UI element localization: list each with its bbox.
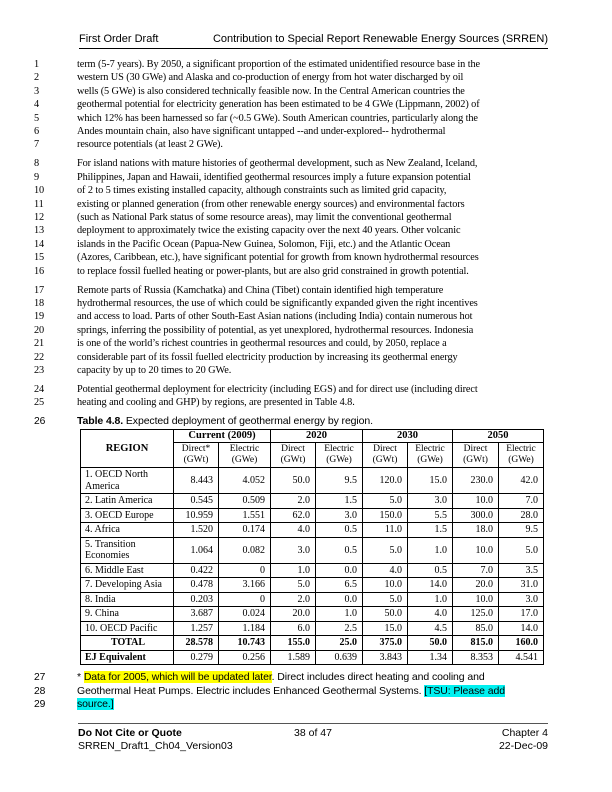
line-text: deployment to approximately twice the existing capacity over the next 40 years. Other volcanic — [77, 225, 461, 237]
table-header-year: Current (2009) — [174, 430, 271, 443]
value-cell: 1.0 — [408, 537, 453, 563]
value-cell: 1.5 — [408, 523, 453, 538]
line-number: 14 — [34, 238, 45, 250]
measure-unit: (GWt) — [183, 454, 209, 465]
header-draft-status: First Order Draft — [79, 33, 159, 45]
table-row — [81, 563, 544, 578]
region-cell: 10. OECD Pacific — [81, 621, 174, 636]
line-text: hydrothermal resources, the use of which could be significantly expanded given the right incentives — [77, 297, 478, 309]
footnote-segment: * — [77, 671, 84, 684]
table-header-measure — [174, 443, 219, 468]
table-row — [81, 592, 544, 607]
line-text: islands in the Pacific Ocean (Papua-New Guinea, Solomon, Fiji, etc.) and the Atlantic Ocean — [77, 238, 451, 250]
value-cell: 20.0 — [271, 607, 316, 622]
table-row — [81, 523, 544, 538]
text-line — [34, 85, 582, 98]
line-number: 21 — [34, 338, 45, 350]
line-number: 1 — [34, 59, 40, 70]
value-cell: 9.5 — [499, 523, 544, 538]
value-cell: 1.551 — [219, 508, 271, 523]
value-cell: 8.353 — [453, 650, 499, 665]
measure-label: Direct — [373, 444, 397, 455]
line-number: 29 — [34, 699, 46, 711]
footer-row-1 — [78, 727, 548, 740]
value-cell: 0.639 — [316, 650, 363, 665]
value-cell: 0.0 — [316, 563, 363, 578]
value-cell: 0.509 — [219, 494, 271, 509]
region-cell: 3. OECD Europe — [81, 508, 174, 523]
value-cell: 50.0 — [363, 607, 408, 622]
value-cell: 1.184 — [219, 621, 271, 636]
value-cell: 0.082 — [219, 537, 271, 563]
line-number: 22 — [34, 351, 45, 363]
value-cell: 3.0 — [408, 494, 453, 509]
table-header-measure — [408, 443, 453, 468]
value-cell: 0.5 — [316, 537, 363, 563]
value-cell: 20.0 — [453, 578, 499, 593]
footnote-highlighted-segment: source.] — [77, 698, 114, 711]
page-content — [34, 58, 582, 711]
value-cell: 50.0 — [408, 636, 453, 651]
table-header-measure — [363, 443, 408, 468]
line-number: 17 — [34, 284, 45, 296]
line-text: and access to load. Parts of other South-East Asian nations (including India) contain numerous hot — [77, 311, 473, 323]
line-text: (such as National Park status of some resource areas), may limit the conventional geothermal — [77, 211, 452, 223]
table-header-measure — [316, 443, 363, 468]
value-cell: 2.0 — [271, 592, 316, 607]
value-cell: 5.0 — [363, 537, 408, 563]
value-cell: 125.0 — [453, 607, 499, 622]
value-cell: 375.0 — [363, 636, 408, 651]
value-cell: 14.0 — [499, 621, 544, 636]
value-cell: 5.0 — [363, 494, 408, 509]
footnote-line — [34, 671, 582, 684]
line-text: is one of the world’s richest countries in geothermal resources and could, by 2050, replace a — [77, 338, 447, 350]
table-row — [81, 537, 544, 563]
line-number: 26 — [34, 416, 46, 428]
text-line — [34, 238, 582, 251]
footer-date: 22-Dec-09 — [498, 740, 548, 752]
value-cell: 6.0 — [271, 621, 316, 636]
measure-unit: (GWe) — [231, 454, 258, 465]
table-caption — [77, 415, 373, 428]
table-row — [81, 578, 544, 593]
value-cell: 4.5 — [408, 621, 453, 636]
table-row — [81, 607, 544, 622]
table-header-year: 2050 — [453, 430, 544, 443]
measure-unit: (GWe) — [326, 454, 352, 465]
value-cell: 4.0 — [363, 563, 408, 578]
value-cell: 14.0 — [408, 578, 453, 593]
line-number: 6 — [34, 126, 40, 138]
value-cell: 0.545 — [174, 494, 219, 509]
footnote-text — [77, 671, 485, 684]
line-text: Andes mountain chain, also have significant untapped --and under-explored-- hydrothermal — [77, 126, 446, 138]
value-cell: 0.279 — [174, 650, 219, 665]
line-number: 7 — [34, 139, 40, 151]
line-text: Philippines, Japan and Hawaii, identified geothermal resources imply a future expansion potential — [77, 171, 471, 183]
text-line — [34, 138, 582, 151]
table-header-measure — [271, 443, 316, 468]
value-cell: 42.0 — [499, 468, 544, 494]
line-number: 16 — [34, 265, 45, 277]
line-text: western US (30 GWe) and Alaska and co-production of energy from hot water discharged by oil — [77, 72, 464, 84]
text-line — [34, 98, 582, 111]
region-cell: TOTAL — [81, 636, 174, 651]
value-cell: 8.443 — [174, 468, 219, 494]
line-text: (Azores, Caribbean, etc.), have significant potential for growth from known hydrothermal resources — [77, 252, 479, 264]
value-cell: 0.478 — [174, 578, 219, 593]
text-line — [34, 310, 582, 323]
value-cell: 0.0 — [316, 592, 363, 607]
line-number: 18 — [34, 297, 45, 309]
table-header-year-row — [81, 430, 544, 443]
value-cell: 160.0 — [499, 636, 544, 651]
line-number: 15 — [34, 252, 45, 264]
region-cell: 7. Developing Asia — [81, 578, 174, 593]
region-cell: 5. Transition Economies — [81, 537, 174, 563]
value-cell: 9.5 — [316, 468, 363, 494]
text-line — [34, 351, 582, 364]
value-cell: 1.520 — [174, 523, 219, 538]
value-cell: 10.959 — [174, 508, 219, 523]
value-cell: 0.256 — [219, 650, 271, 665]
footnote-text — [77, 698, 114, 711]
line-number: 5 — [34, 112, 40, 124]
region-cell: 4. Africa — [81, 523, 174, 538]
region-cell: 9. China — [81, 607, 174, 622]
value-cell: 18.0 — [453, 523, 499, 538]
footnote-segment: . Direct includes direct heating and cooling and — [271, 671, 485, 684]
value-cell: 300.0 — [453, 508, 499, 523]
line-number: 23 — [34, 364, 45, 376]
paragraph — [34, 383, 582, 410]
footer-chapter: Chapter 4 — [501, 727, 548, 739]
body-text — [34, 58, 582, 410]
value-cell: 815.0 — [453, 636, 499, 651]
line-number: 9 — [34, 171, 40, 183]
value-cell: 5.5 — [408, 508, 453, 523]
value-cell: 6.5 — [316, 578, 363, 593]
header-report-title: Contribution to Special Report Renewable Energy Sources (SRREN) — [212, 33, 548, 45]
footer-page-number: 38 of 47 — [294, 727, 332, 739]
text-line — [34, 71, 582, 84]
measure-label: Electric — [324, 444, 354, 455]
value-cell: 10.743 — [219, 636, 271, 651]
line-text: heating and cooling and GHP) by regions, are presented in Table 4.8. — [77, 397, 355, 409]
line-text: resource potentials (at least 2 GWe). — [77, 139, 223, 151]
text-line — [34, 396, 582, 409]
value-cell: 11.0 — [363, 523, 408, 538]
table-header-year: 2020 — [271, 430, 363, 443]
value-cell: 0.422 — [174, 563, 219, 578]
text-line — [34, 284, 582, 297]
value-cell: 15.0 — [363, 621, 408, 636]
measure-unit: (GWt) — [463, 454, 488, 465]
value-cell: 0.024 — [219, 607, 271, 622]
value-cell: 1.064 — [174, 537, 219, 563]
value-cell: 31.0 — [499, 578, 544, 593]
footnote-highlighted-segment: Data for 2005, which will be updated later — [83, 671, 272, 684]
text-line — [34, 58, 582, 71]
line-text: existing or planned generation (from other renewable energy sources) and environmental factors — [77, 198, 465, 210]
table-header-measure — [453, 443, 499, 468]
region-cell: 1. OECD North America — [81, 468, 174, 494]
value-cell: 150.0 — [363, 508, 408, 523]
footnote-line — [34, 698, 582, 711]
value-cell: 1.34 — [408, 650, 453, 665]
value-cell: 3.0 — [316, 508, 363, 523]
value-cell: 28.0 — [499, 508, 544, 523]
line-number: 19 — [34, 311, 45, 323]
value-cell: 3.687 — [174, 607, 219, 622]
measure-label: Electric — [415, 444, 445, 455]
text-line — [34, 112, 582, 125]
measure-label: Electric — [229, 444, 260, 455]
line-number: 4 — [34, 99, 40, 111]
text-line — [34, 198, 582, 211]
value-cell: 4.541 — [499, 650, 544, 665]
value-cell: 7.0 — [499, 494, 544, 509]
value-cell: 2.0 — [271, 494, 316, 509]
value-cell: 1.589 — [271, 650, 316, 665]
measure-unit: (GWt) — [372, 454, 398, 465]
measure-label: Electric — [506, 444, 536, 455]
text-line — [34, 324, 582, 337]
text-line — [34, 125, 582, 138]
line-text: to replace fossil fuelled heating or power-plants, but are also grid constrained in growth potential. — [77, 265, 469, 277]
table-caption-line — [34, 415, 582, 428]
value-cell: 1.5 — [316, 494, 363, 509]
value-cell: 50.0 — [271, 468, 316, 494]
value-cell: 5.0 — [271, 578, 316, 593]
table-header-measure — [499, 443, 544, 468]
footnote-line — [34, 685, 582, 698]
footer-document-version: SRREN_Draft1_Ch04_Version03 — [78, 740, 233, 752]
line-number: 11 — [34, 198, 44, 210]
line-text: geothermal potential for electricity generation has been estimated to be 4 GWe (Lippmann, 2002) of — [77, 99, 480, 111]
value-cell: 0.174 — [219, 523, 271, 538]
value-cell: 10.0 — [363, 578, 408, 593]
table-footnotes — [34, 671, 582, 711]
value-cell: 4.0 — [271, 523, 316, 538]
table-row — [81, 508, 544, 523]
table-row — [81, 650, 544, 665]
value-cell: 230.0 — [453, 468, 499, 494]
line-number: 3 — [34, 85, 40, 97]
line-number: 20 — [34, 324, 45, 336]
measure-label: Direct — [281, 444, 305, 455]
text-line — [34, 224, 582, 237]
table-header-region: REGION — [81, 430, 174, 468]
value-cell: 0 — [219, 563, 271, 578]
table-row — [81, 494, 544, 509]
text-line — [34, 184, 582, 197]
page-header — [79, 33, 548, 49]
value-cell: 2.5 — [316, 621, 363, 636]
value-cell: 10.0 — [453, 537, 499, 563]
line-number: 27 — [34, 672, 46, 684]
value-cell: 17.0 — [499, 607, 544, 622]
line-text: term (5-7 years). By 2050, a significant proportion of the estimated unidentified resource base in the — [77, 59, 480, 70]
table-row — [81, 621, 544, 636]
paragraph — [34, 157, 582, 278]
text-line — [34, 211, 582, 224]
text-line — [34, 157, 582, 170]
table-header-measure — [219, 443, 271, 468]
paragraph — [34, 58, 582, 152]
page-footer — [78, 723, 548, 753]
value-cell: 85.0 — [453, 621, 499, 636]
value-cell: 155.0 — [271, 636, 316, 651]
footer-row-2 — [78, 740, 548, 753]
line-number: 25 — [34, 397, 45, 409]
value-cell: 7.0 — [453, 563, 499, 578]
region-cell: EJ Equivalent — [81, 650, 174, 665]
value-cell: 3.0 — [271, 537, 316, 563]
line-text: Remote parts of Russia (Kamchatka) and China (Tibet) contain identified high temperature — [77, 284, 444, 296]
value-cell: 10.0 — [453, 592, 499, 607]
value-cell: 120.0 — [363, 468, 408, 494]
table-caption-text: Expected deployment of geothermal energy by region. — [123, 415, 373, 428]
line-text: Potential geothermal deployment for electricity (including EGS) and for direct use (including direct — [77, 383, 478, 395]
footer-cite-notice: Do Not Cite or Quote — [78, 727, 182, 739]
value-cell: 0.203 — [174, 592, 219, 607]
value-cell: 0 — [219, 592, 271, 607]
line-text: which 12% has been harnessed so far (~0.5 GWe). South American countries, particularly along the — [77, 112, 478, 124]
text-line — [34, 364, 582, 377]
text-line — [34, 383, 582, 396]
value-cell: 3.843 — [363, 650, 408, 665]
line-text: springs, inferring the possibility of potential, as yet unexplored, hydrothermal resources. Indonesia — [77, 324, 474, 336]
table-row — [81, 468, 544, 494]
line-number: 2 — [34, 72, 40, 84]
measure-label: Direct — [463, 444, 488, 455]
value-cell: 5.0 — [363, 592, 408, 607]
measure-unit: (GWt) — [280, 454, 306, 465]
value-cell: 0.5 — [316, 523, 363, 538]
line-text: capacity by up to 20 times to 20 GWe. — [77, 364, 232, 376]
region-cell: 6. Middle East — [81, 563, 174, 578]
value-cell: 1.0 — [316, 607, 363, 622]
value-cell: 3.166 — [219, 578, 271, 593]
paragraph — [34, 284, 582, 378]
region-cell: 8. India — [81, 592, 174, 607]
measure-label: Direct* — [181, 444, 211, 455]
table-header-year: 2030 — [363, 430, 453, 443]
value-cell: 25.0 — [316, 636, 363, 651]
value-cell: 0.5 — [408, 563, 453, 578]
line-number: 13 — [34, 225, 45, 237]
value-cell: 3.5 — [499, 563, 544, 578]
value-cell: 5.0 — [499, 537, 544, 563]
text-line — [34, 251, 582, 264]
value-cell: 28.578 — [174, 636, 219, 651]
measure-unit: (GWe) — [508, 454, 534, 465]
value-cell: 4.052 — [219, 468, 271, 494]
text-line — [34, 265, 582, 278]
value-cell: 3.0 — [499, 592, 544, 607]
table-4-8 — [80, 429, 544, 665]
value-cell: 1.0 — [408, 592, 453, 607]
line-text: of 2 to 5 times existing installed capacity, although constraints such as limited grid capacity, — [77, 185, 447, 197]
value-cell: 15.0 — [408, 468, 453, 494]
line-text: wells (5 GWe) is also considered technically feasible now. In the Central American countries the — [77, 85, 465, 97]
footnote-text — [77, 685, 505, 698]
footnote-highlighted-segment: [TSU: Please add — [424, 684, 505, 697]
value-cell: 1.0 — [271, 563, 316, 578]
table-row — [81, 636, 544, 651]
footnote-segment: Geothermal Heat Pumps. Electric includes Enhanced Geothermal Systems. — [77, 684, 425, 697]
value-cell: 4.0 — [408, 607, 453, 622]
value-cell: 1.257 — [174, 621, 219, 636]
value-cell: 10.0 — [453, 494, 499, 509]
value-cell: 62.0 — [271, 508, 316, 523]
line-text: considerable part of its fossil fuelled electricity production by increasing its geothermal energy — [77, 351, 458, 363]
line-number: 24 — [34, 383, 45, 395]
line-number: 10 — [34, 185, 45, 197]
text-line — [34, 297, 582, 310]
text-line — [34, 337, 582, 350]
line-number: 8 — [34, 158, 40, 170]
table-caption-label: Table 4.8. — [77, 415, 124, 428]
line-number: 12 — [34, 211, 45, 223]
region-cell: 2. Latin America — [81, 494, 174, 509]
text-line — [34, 171, 582, 184]
measure-unit: (GWe) — [417, 454, 443, 465]
line-text: For island nations with mature histories of geothermal development, such as New Zealand, Iceland, — [77, 158, 478, 170]
line-number: 28 — [34, 685, 46, 697]
